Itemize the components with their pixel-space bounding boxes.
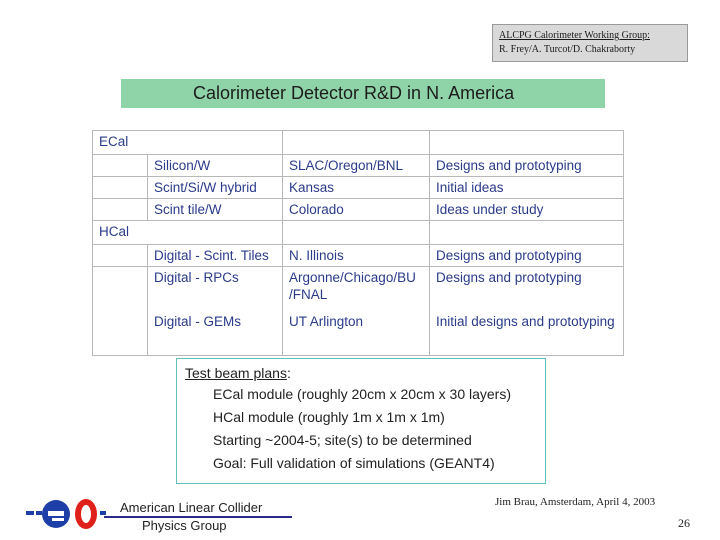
footer-text: Jim Brau, Amsterdam, April 4, 2003 [495, 496, 656, 508]
group-cell: SLAC/Oregon/BNL [283, 155, 430, 177]
alcpg-logo-icon [26, 494, 106, 534]
table-cell-empty [93, 177, 148, 199]
header-box [492, 24, 688, 62]
ecal-label: ECal [93, 131, 283, 155]
tech-cell: Silicon/W [148, 155, 283, 177]
test-beam-item: HCal module (roughly 1m x 1m x 1m) [213, 409, 445, 425]
test-beam-item: ECal module (roughly 20cm x 20cm x 30 layers) [213, 386, 512, 402]
test-beam-box [176, 358, 546, 484]
logo-line-2: Physics Group [142, 518, 227, 533]
status-cell: Designs and prototyping [430, 245, 624, 267]
table-cell-empty [430, 221, 624, 245]
status-cell: Designs and prototyping [430, 155, 624, 177]
table-cell-empty [93, 199, 148, 221]
test-beam-item: Goal: Full validation of simulations (GEANT4) [213, 455, 495, 471]
status-cell: Initial ideas [430, 177, 624, 199]
table-cell-empty [93, 245, 148, 267]
table-row-hcal-header [93, 221, 624, 245]
table-cell-empty [430, 131, 624, 155]
hcal-label: HCal [93, 221, 283, 245]
test-beam-title-text: Test beam plans [185, 365, 287, 381]
tech-cell: Digital - Scint. Tiles [148, 245, 283, 267]
group-cell: UT Arlington [283, 311, 430, 356]
table-row [93, 199, 624, 221]
tech-cell: Digital - RPCs [148, 267, 283, 312]
test-beam-title-colon: : [286, 365, 291, 381]
table-row [93, 311, 624, 356]
page-number: 26 [678, 516, 690, 530]
table-cell-empty [283, 131, 430, 155]
test-beam-item: Starting ~2004-5; site(s) to be determined [213, 432, 472, 448]
logo-line-1: American Linear Collider [120, 500, 263, 515]
group-cell: Kansas [283, 177, 430, 199]
logo-divider [104, 516, 292, 518]
status-cell: Ideas under study [430, 199, 624, 221]
status-cell: Designs and prototyping [430, 267, 624, 312]
table-cell-empty [93, 311, 148, 356]
table-row [93, 177, 624, 199]
tech-cell: Digital - GEMs [148, 311, 283, 356]
tech-cell: Scint tile/W [148, 199, 283, 221]
table-row [93, 267, 624, 312]
table-cell-empty [93, 155, 148, 177]
header-line-2: R. Frey/A. Turcot/D. Chakraborty [499, 44, 636, 55]
group-cell: N. Illinois [283, 245, 430, 267]
table-row [93, 245, 624, 267]
slide-title: Calorimeter Detector R&D in N. America [121, 79, 605, 108]
header-line-1: ALCPG Calorimeter Working Group: [499, 30, 650, 41]
test-beam-title [185, 363, 537, 383]
tech-cell: Scint/Si/W hybrid [148, 177, 283, 199]
rd-table [92, 130, 624, 356]
status-cell: Initial designs and prototyping [430, 311, 624, 356]
group-cell: Argonne/Chicago/BU /FNAL [283, 267, 430, 312]
table-cell-empty [283, 221, 430, 245]
table-cell-empty [93, 267, 148, 312]
group-cell: Colorado [283, 199, 430, 221]
table-row-ecal-header [93, 131, 624, 155]
table-row [93, 155, 624, 177]
